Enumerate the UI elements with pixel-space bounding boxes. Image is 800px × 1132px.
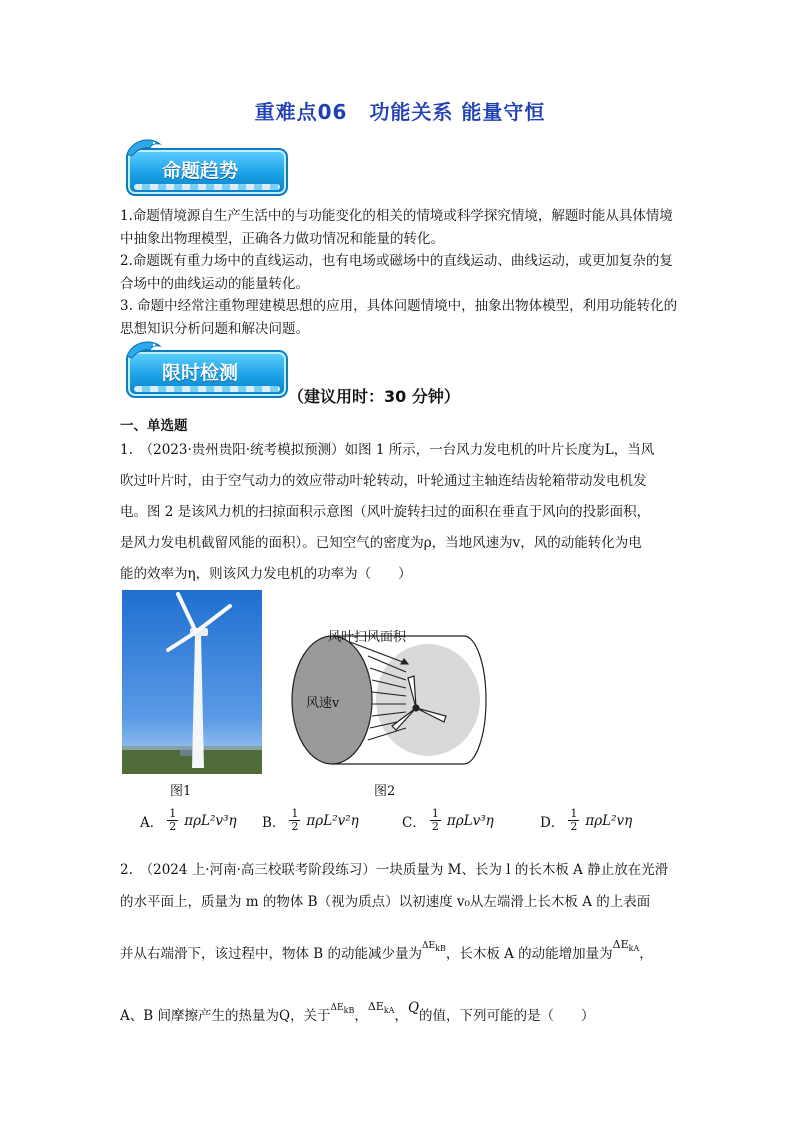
option-b[interactable] bbox=[262, 808, 359, 833]
q1-line-5: 能的效率为η，则该风力发电机的功率为（ ） bbox=[120, 566, 412, 582]
dolphin-icon bbox=[124, 336, 164, 366]
delta-ekb: ΔE bbox=[422, 941, 436, 951]
delta-eka: ΔE bbox=[612, 938, 629, 951]
trend-point-2: 2.命题既有重力场中的直线运动，也有电场或磁场中的直线运动、曲线运动，或更加复杂的复合场中的曲线运动的能量转化。 bbox=[120, 253, 673, 292]
option-d[interactable] bbox=[540, 808, 632, 833]
suggested-time: （建议用时：30 分钟） bbox=[288, 387, 460, 406]
q1-line-4: 是风力发电机截留风能的面积）。已知空气的密度为ρ，当地风速为v，风的动能转化为电 bbox=[120, 535, 642, 551]
trend-point-3: 3. 命题中经常注重物理建模思想的应用，具体问题情境中，抽象出物体模型，利用功能转化的思想知识分析问题和解决问题。 bbox=[120, 298, 678, 337]
option-c[interactable] bbox=[402, 808, 494, 833]
trend-banner-label: 命题趋势 bbox=[162, 160, 239, 182]
q2-line-2: 的水平面上，质量为 m 的物体 B（视为质点）以初速度 v₀从左端滑上长木板 A 的上表面 bbox=[120, 894, 651, 910]
fraction: $\frac{1}{2}$ bbox=[291, 807, 299, 833]
title-sub: 功能关系 能量守恒 bbox=[369, 100, 546, 124]
dolphin-icon bbox=[124, 134, 164, 164]
q1-line-2: 吹过叶片时，由于空气动力的效应带动叶轮转动，叶轮通过主轴连结齿轮箱带动发电机发 bbox=[120, 473, 647, 489]
q2-line-1: 2. （2024 上·河南·高三校联考阶段练习）一块质量为 M、长为 l 的长木板 A 静止放在光滑 bbox=[120, 862, 669, 878]
option-expr: πρL²vη bbox=[585, 812, 633, 829]
wind-turbine-photo bbox=[122, 590, 262, 774]
test-banner-label: 限时检测 bbox=[162, 362, 239, 384]
fraction: $\frac{1}{2}$ bbox=[431, 807, 439, 833]
banner-wave bbox=[134, 386, 280, 392]
fig2-label-top: 风叶扫风面积 bbox=[328, 630, 407, 645]
option-expr: πρLv³η bbox=[446, 812, 494, 829]
option-letter: D． bbox=[540, 814, 565, 831]
q2-line-4: A、B 间摩擦产生的热量为Q，关于$^{\Delta EkB}$，$^{\Delta E_{kA}}$，Q的值，下列可能的是（ ） bbox=[120, 1000, 595, 1024]
q1-line-3: 电。图 2 是该风力机的扫掠面积示意图（风叶旋转扫过的面积在垂直于风向的投影面积， bbox=[120, 504, 651, 520]
trend-banner bbox=[126, 148, 288, 196]
q2-line-3: 并从右端滑下，该过程中，物体 B 的动能减少量为$^{\Delta EkB}$，长木板 A 的动能增加量为$^{\Delta E_{kA}}$， bbox=[120, 938, 653, 962]
section-heading: 一、单选题 bbox=[120, 418, 188, 434]
option-letter: C． bbox=[402, 814, 426, 831]
fig2-caption: 图2 bbox=[374, 784, 396, 799]
page-title bbox=[0, 96, 800, 125]
fig2-label-wind: 风速v bbox=[306, 696, 340, 711]
fig1-caption: 图1 bbox=[170, 784, 192, 799]
option-letter: B． bbox=[262, 814, 286, 831]
fraction: $\frac{1}{2}$ bbox=[169, 807, 177, 833]
option-expr: πρL²v³η bbox=[184, 812, 237, 829]
option-letter: A． bbox=[140, 814, 164, 831]
test-banner bbox=[126, 350, 288, 398]
q1-line-1: 1. （2023·贵州贵阳·统考模拟预测）如图 1 所示，一台风力发电机的叶片长度为L，当风 bbox=[120, 442, 655, 458]
trend-point-1: 1.命题情境源自生产生活中的与功能变化的相关的情境或科学探究情境，解题时能从具体情境中抽象出物理模型，正确各力做功情况和能量的转化。 bbox=[120, 208, 673, 247]
option-expr: πρL²v²η bbox=[306, 812, 359, 829]
option-a[interactable] bbox=[140, 808, 237, 833]
title-main: 重难点06 bbox=[254, 100, 348, 124]
banner-wave bbox=[134, 184, 280, 190]
fraction: $\frac{1}{2}$ bbox=[570, 807, 578, 833]
